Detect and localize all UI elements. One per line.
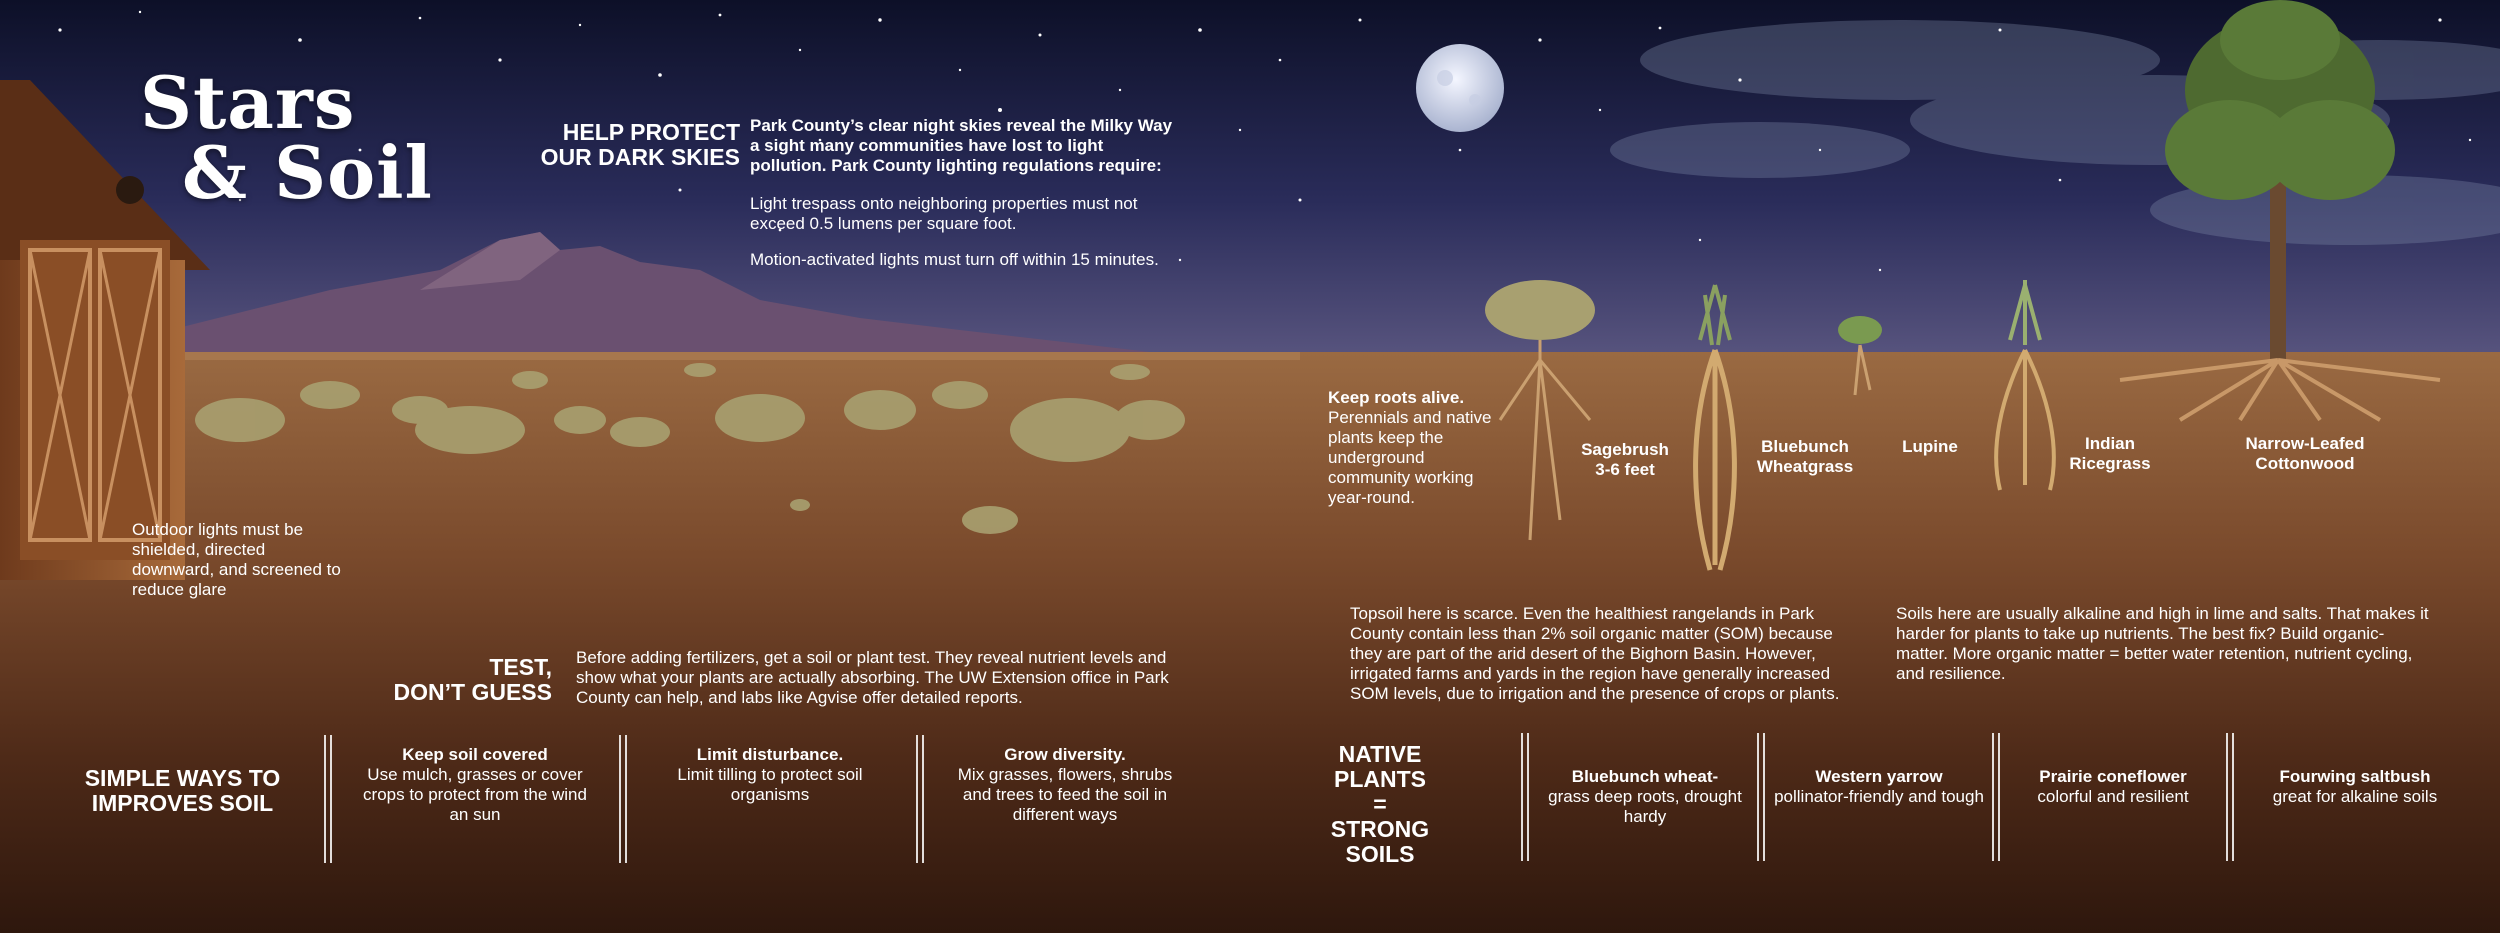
native-item-1 xyxy=(1540,767,1750,827)
plant-label-sagebrush-line-2: 3-6 feet xyxy=(1595,460,1655,479)
roots-title: Keep roots alive. xyxy=(1328,388,1465,407)
simple-way-item-3-text: Mix grasses, flowers, shrubs and trees to feed the soil in different ways xyxy=(957,765,1173,824)
roots-text: Perennials and native plants keep the underground community working year-round. xyxy=(1328,408,1492,507)
native-heading-line-2: PLANTS xyxy=(1334,766,1426,792)
divider xyxy=(916,735,924,863)
native-item-4 xyxy=(2250,767,2460,807)
moon xyxy=(1416,44,1504,132)
native-heading-line-5: SOILS xyxy=(1345,841,1415,867)
divider xyxy=(1992,733,2000,861)
native-heading xyxy=(1320,742,1440,867)
divider xyxy=(619,735,627,863)
native-item-2 xyxy=(1774,767,1984,807)
plant-label-ricegrass-line-2: Ricegrass xyxy=(2069,454,2151,473)
simple-way-item-1-text: Use mulch, grasses or cover crops to protect from the wind an sun xyxy=(363,765,587,824)
simple-ways-heading xyxy=(60,766,305,816)
topsoil-text: Topsoil here is scarce. Even the healthiest rangelands in Park County contain less than 2% soil organic matter (SOM) because they are part of the arid desert of the Bighorn Basin. However, irrigated farms and yards in the region have generally increased SOM levels, due to irrigation and the presence of crops or plants. xyxy=(1350,604,1840,703)
shielded-lights-note: Outdoor lights must be shielded, directed downward, and screened to reduce glare xyxy=(132,520,341,599)
native-item-3-text: colorful and resilient xyxy=(2037,787,2189,806)
dark-skies-heading-line-1: HELP PROTECT xyxy=(562,119,740,145)
plant-label-lupine xyxy=(1845,437,2015,457)
simple-way-item-2 xyxy=(650,745,890,805)
native-item-3 xyxy=(2008,767,2218,807)
dark-skies-heading-line-2: OUR DARK SKIES xyxy=(540,144,740,170)
simple-way-item-3-title: Grow diversity. xyxy=(1004,745,1126,764)
simple-way-item-2-text: Limit tilling to protect soil organisms xyxy=(677,765,863,804)
simple-way-item-2-title: Limit disturbance. xyxy=(696,745,844,764)
plant-label-sagebrush-line-1: Sagebrush xyxy=(1581,440,1669,459)
test-heading xyxy=(330,655,552,705)
dark-skies-rule-2: Motion-activated lights must turn off within 15 minutes. xyxy=(750,250,1159,269)
test-text: Before adding fertilizers, get a soil or plant test. They reveal nutrient levels and show what your plants are actually absorbing. The UW Extension office in Park County can help, and labs like Agvise offer detailed reports. xyxy=(576,648,1169,707)
test-heading-line-2: DON’T GUESS xyxy=(393,679,552,705)
native-item-4-title: Fourwing saltbush xyxy=(2279,767,2431,786)
page-title xyxy=(140,60,433,215)
title-line-1: Stars xyxy=(140,60,356,145)
native-item-3-title: Prairie coneflower xyxy=(2039,767,2187,786)
plant-label-cottonwood-line-2: Cottonwood xyxy=(2255,454,2355,473)
simple-ways-heading-line-2: IMPROVES SOIL xyxy=(91,790,274,816)
native-item-2-title: Western yarrow xyxy=(1815,767,1943,786)
plant-label-lupine-line-1: Lupine xyxy=(1902,437,1958,456)
plant-label-ricegrass xyxy=(2025,434,2195,474)
dark-skies-intro: Park County’s clear night skies reveal the Milky Way a sight many communities have lost to light pollution. Park County lighting regulations require: xyxy=(750,116,1173,175)
plant-label-ricegrass-line-1: Indian xyxy=(2084,434,2136,453)
divider xyxy=(324,735,332,863)
plant-label-cottonwood xyxy=(2220,434,2390,474)
native-heading-line-1: NATIVE xyxy=(1338,741,1422,767)
plant-label-bluebunch-line-1: Bluebunch xyxy=(1761,437,1849,456)
alkaline-text: Soils here are usually alkaline and high in lime and salts. That makes it harder for plants to take up nutrients. The best fix? Build organic-matter. More organic matter = better water retention, nutrient cycling, and resilience. xyxy=(1896,604,2429,683)
simple-way-item-3 xyxy=(945,745,1185,825)
native-heading-line-4: STRONG xyxy=(1330,816,1430,842)
keep-roots-alive xyxy=(1328,388,1498,508)
native-item-4-text: great for alkaline soils xyxy=(2272,787,2438,806)
test-heading-line-1: TEST, xyxy=(489,654,552,680)
simple-way-item-1 xyxy=(355,745,595,825)
native-item-1-text: grass deep roots, drought hardy xyxy=(1548,787,1742,826)
dark-skies-heading xyxy=(510,120,740,170)
native-item-1-title: Bluebunch wheat- xyxy=(1571,767,1719,786)
divider xyxy=(1521,733,1529,861)
plant-label-cottonwood-line-1: Narrow-Leafed xyxy=(2245,434,2365,453)
simple-ways-heading-line-1: SIMPLE WAYS TO xyxy=(84,765,281,791)
native-item-2-text: pollinator-friendly and tough xyxy=(1774,787,1984,806)
dark-skies-rule-1: Light trespass onto neighboring properties must not exceed 0.5 lumens per square foot. xyxy=(750,194,1138,233)
divider xyxy=(2226,733,2234,861)
plant-label-bluebunch-line-2: Wheatgrass xyxy=(1756,457,1854,476)
divider xyxy=(1757,733,1765,861)
native-heading-line-3: = xyxy=(1373,791,1387,817)
title-line-2: & Soil xyxy=(182,130,433,215)
simple-way-item-1-title: Keep soil covered xyxy=(402,745,548,764)
plant-label-sagebrush xyxy=(1540,440,1710,480)
